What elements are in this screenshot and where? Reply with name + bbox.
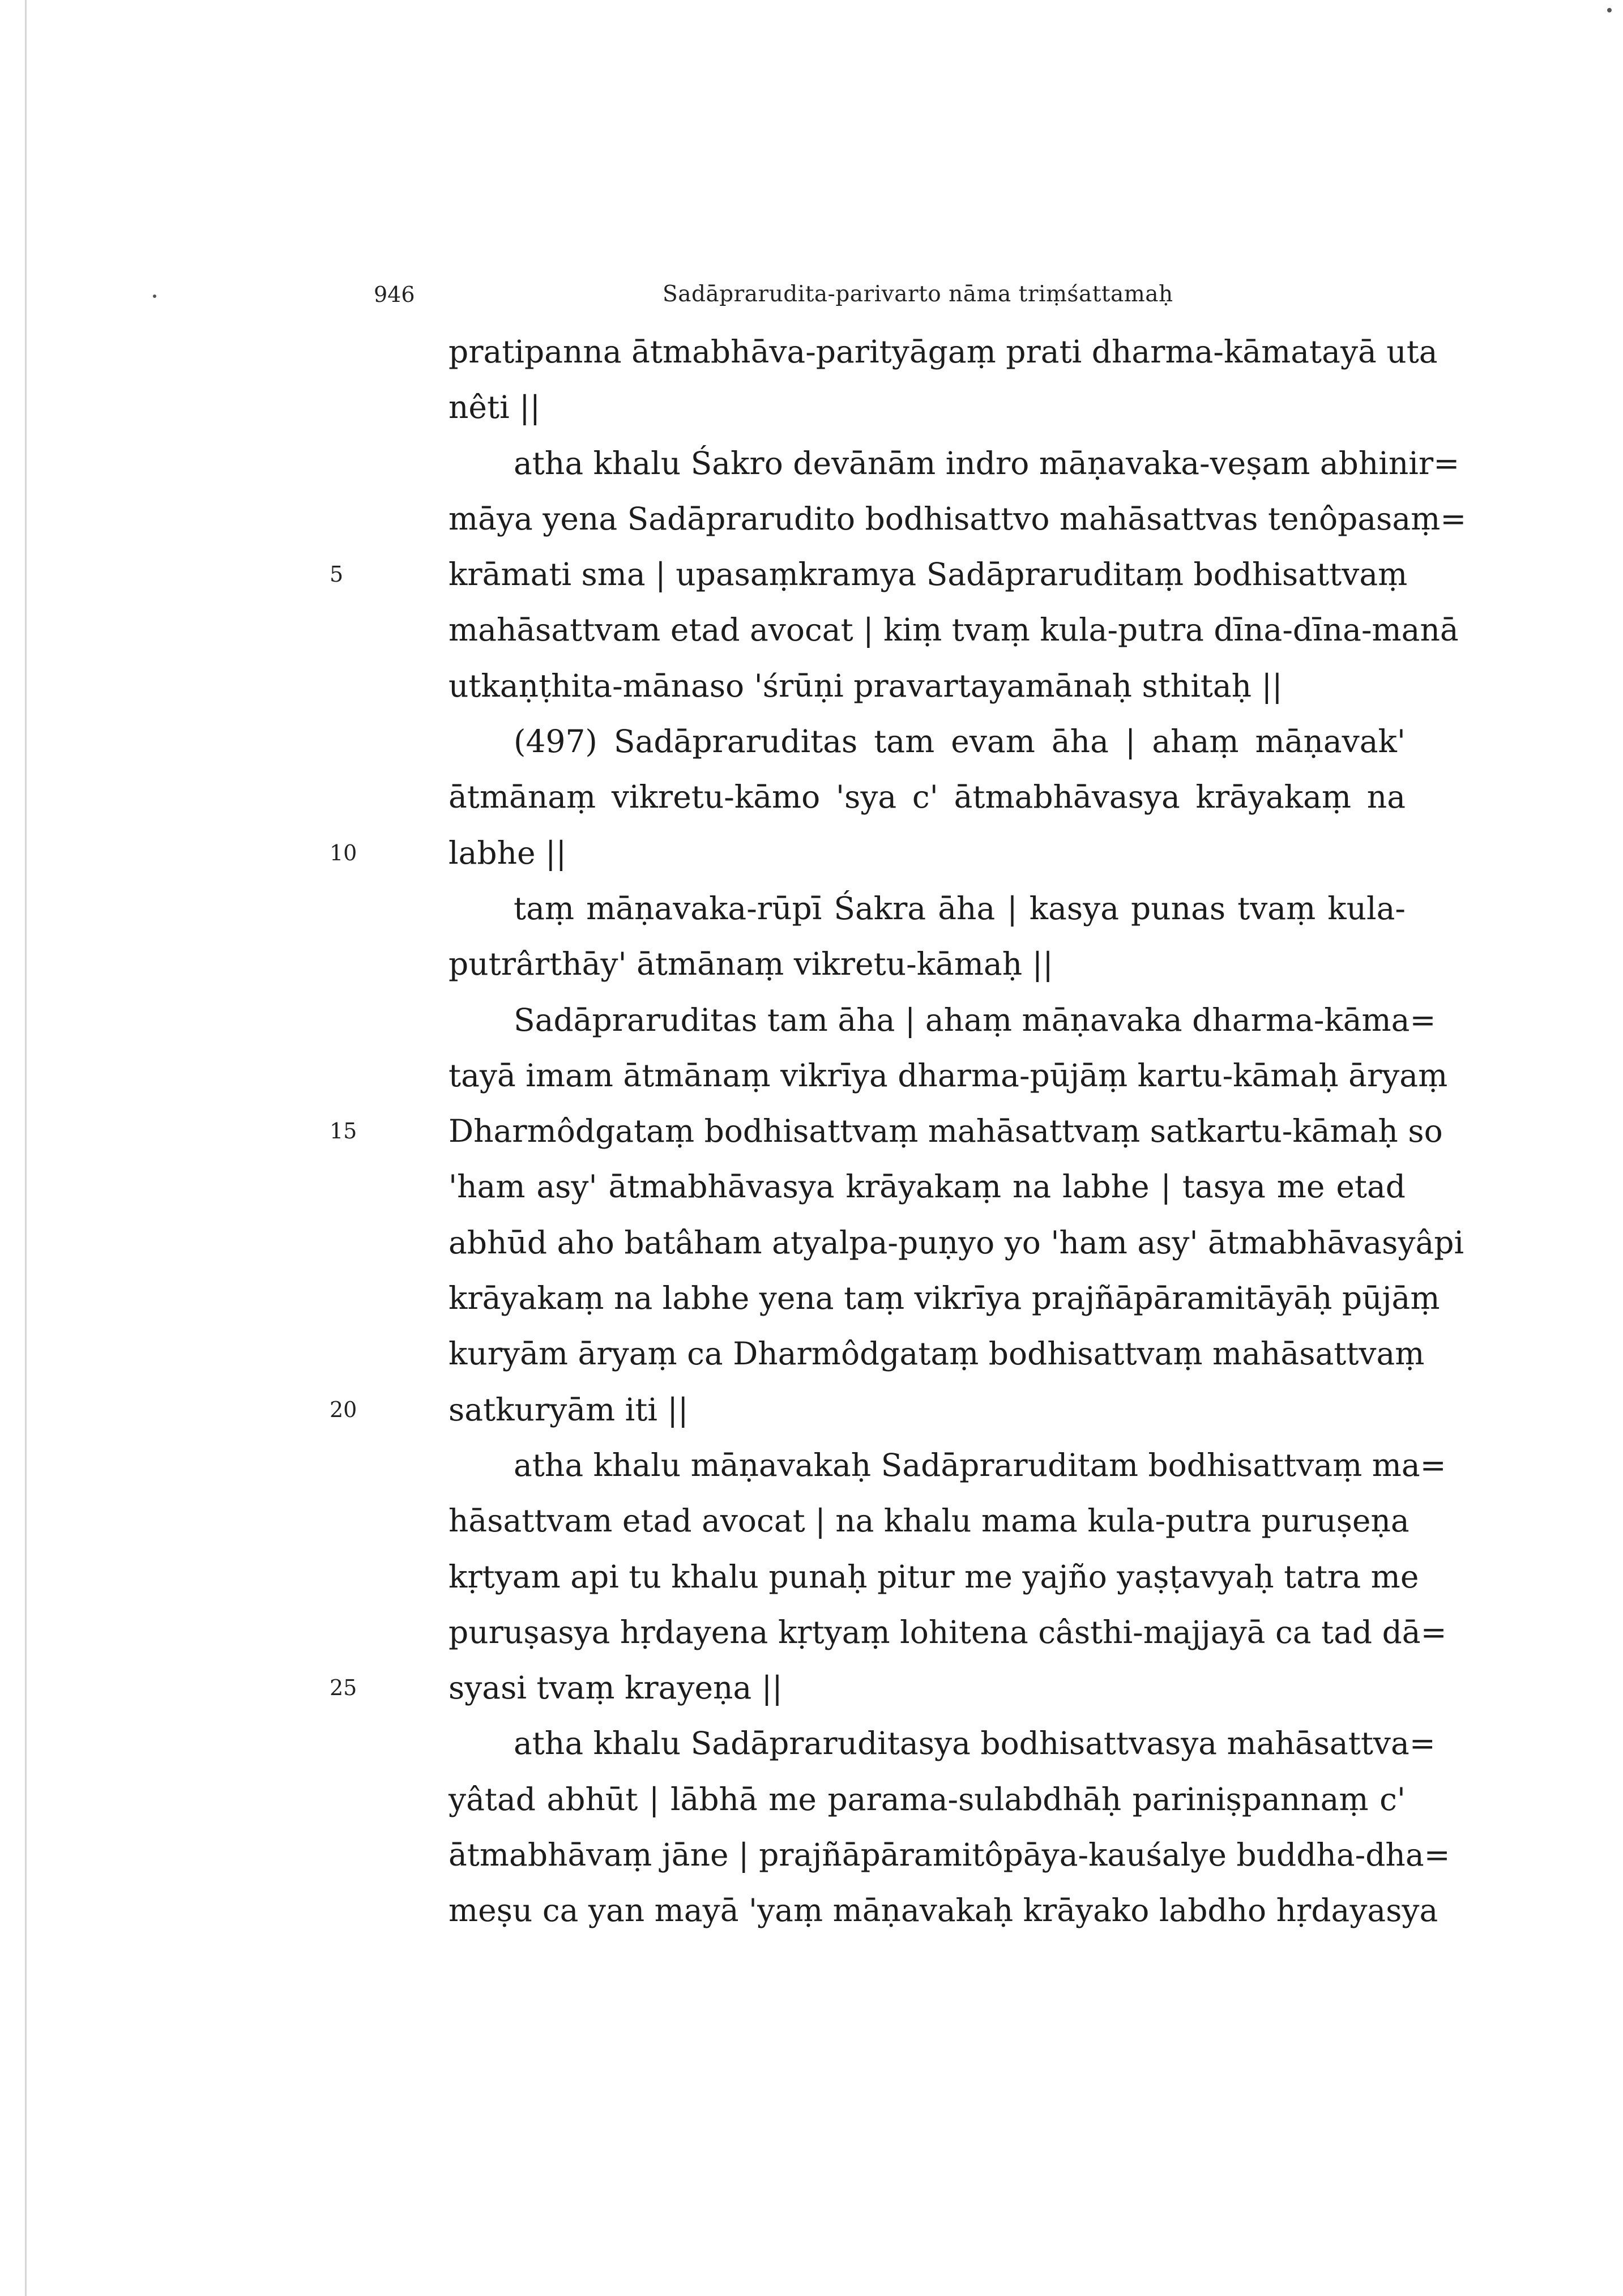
text-line: putrârthāy' ātmānaṃ vikretu-kāmaḥ || xyxy=(449,946,1053,983)
text-line: kuryām āryaṃ ca Dharmôdgataṃ bodhisattvaṃ mahāsattvaṃ xyxy=(449,1335,1425,1372)
text-line: atha khalu Śakro devānām indro māṇavaka-veṣam abhinir= xyxy=(514,445,1460,481)
text-line: mahāsattvam etad avocat | kiṃ tvaṃ kula-putra dīna-dīna-manā xyxy=(449,612,1459,648)
line-number: 10 xyxy=(330,840,357,865)
text-line: hāsattvam etad avocat | na khalu mama kula-putra puruṣeṇa xyxy=(449,1503,1410,1539)
text-line: 15 Dharmôdgataṃ bodhisattvaṃ mahāsattvaṃ satkartu-kāmaḥ so xyxy=(449,1103,1406,1159)
text-line: 'ham asy' ātmabhāvasya krāyakaṃ na labhe | tasya me etad xyxy=(449,1168,1406,1205)
text-line: ātmānaṃ vikretu-kāmo 'sya c' ātmabhāvasya krāyakaṃ na xyxy=(449,779,1406,816)
page-number: 946 xyxy=(374,282,415,307)
text-line: tayā imam ātmānaṃ vikrīya dharma-pūjāṃ kartu-kāmaḥ āryaṃ xyxy=(449,1057,1448,1094)
edge-speck-top-right xyxy=(1607,8,1612,12)
text-line: 10 labhe || xyxy=(449,825,1406,881)
page-header xyxy=(0,266,1623,323)
text-body xyxy=(330,324,1467,1939)
text-line: utkaṇṭhita-mānaso 'śrūṇi pravartayamānaḥ sthitaḥ || xyxy=(449,667,1283,704)
page-edge-line xyxy=(25,0,27,2296)
text-line: Sadāpraruditas tam āha | ahaṃ māṇavaka dharma-kāma= xyxy=(514,1001,1436,1038)
text-line: 5 krāmati sma | upasaṃkramya Sadāpraruditaṃ bodhisattvaṃ xyxy=(449,547,1406,602)
text-line: krāyakaṃ na labhe yena taṃ vikrīya prajñāpāramitāyāḥ pūjāṃ xyxy=(449,1280,1440,1317)
line-number: 25 xyxy=(330,1675,357,1701)
line-number: 5 xyxy=(330,562,344,587)
text-line: atha khalu māṇavakaḥ Sadāpraruditam bodhisattvaṃ ma= xyxy=(514,1446,1446,1483)
text-line: yâtad abhūt | lābhā me parama-sulabdhāḥ pariniṣpannaṃ c' xyxy=(449,1781,1406,1817)
text-line: 25 syasi tvaṃ krayeṇa || xyxy=(449,1660,1406,1715)
text-line: 20 satkuryām iti || xyxy=(449,1382,1406,1437)
line-number: 15 xyxy=(330,1119,357,1144)
text-line: puruṣasya hṛdayena kṛtyaṃ lohitena câsthi-majjayā ca tad dā= xyxy=(449,1614,1447,1650)
line-number: 20 xyxy=(330,1397,357,1422)
text-line: māya yena Sadāprarudito bodhisattvo mahāsattvas tenôpasaṃ= xyxy=(449,500,1467,537)
text-line: nêti || xyxy=(449,389,541,426)
text-line: pratipanna ātmabhāva-parityāgaṃ prati dharma-kāmatayā uta xyxy=(449,334,1438,370)
text-line: ātmabhāvaṃ jāne | prajñāpāramitôpāya-kauśalye buddha-dha= xyxy=(449,1837,1450,1873)
text-line: atha khalu Sadāpraruditasya bodhisattvasya mahāsattva= xyxy=(514,1725,1436,1762)
text-line: (497) Sadāpraruditas tam evam āha | ahaṃ māṇavak' xyxy=(514,723,1406,760)
text-line: abhūd aho batâham atyalpa-puṇyo yo 'ham asy' ātmabhāvasyâpi xyxy=(449,1224,1464,1261)
running-title: Sadāprarudita-parivarto nāma triṃśattamaḥ xyxy=(663,281,1173,307)
text-line: kṛtyam api tu khalu punaḥ pitur me yajño yaṣṭavyaḥ tatra me xyxy=(449,1558,1419,1595)
text-line: meṣu ca yan mayā 'yaṃ māṇavakaḥ krāyako labdho hṛdayasya xyxy=(449,1892,1438,1929)
text-line: taṃ māṇavaka-rūpī Śakra āha | kasya punas tvaṃ kula- xyxy=(514,890,1406,927)
